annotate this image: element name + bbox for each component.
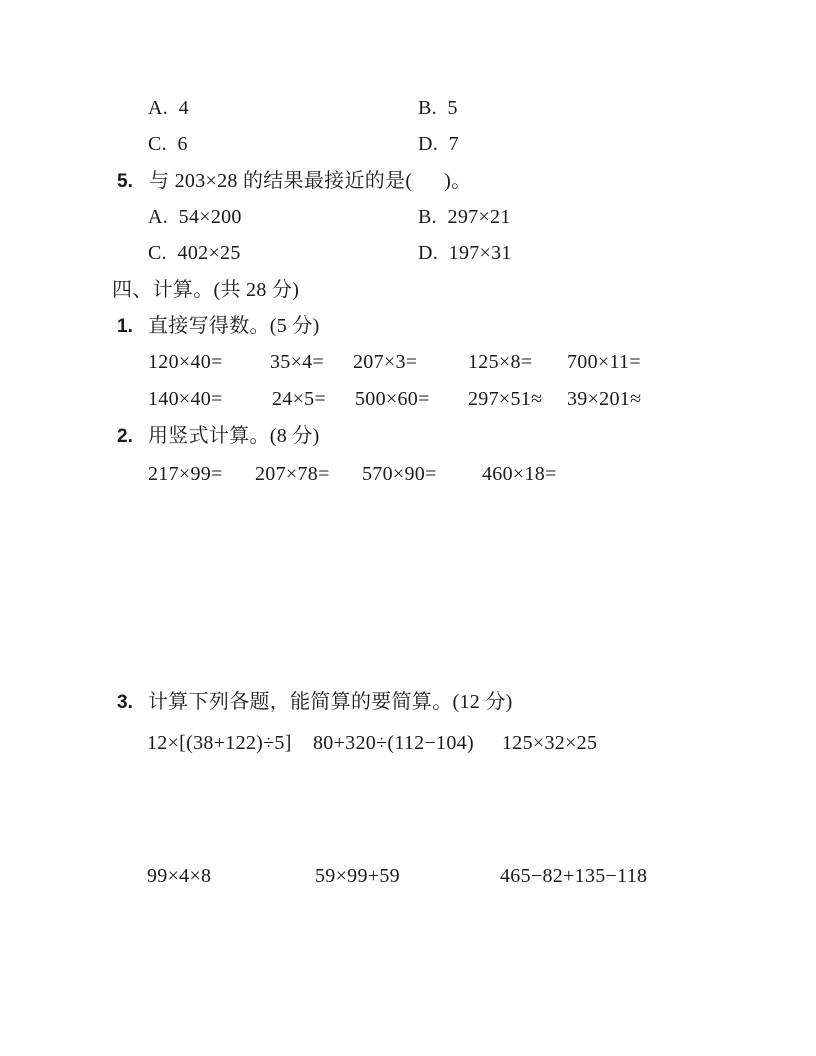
question-1-number: 1. [117,316,133,337]
question-2-number: 2. [117,426,133,447]
question-5-number: 5. [117,171,133,192]
question-5-option-c: C. 402×25 [148,242,241,264]
question-3-number: 3. [117,692,133,713]
option-c: C. 6 [148,133,188,155]
option-d: D. 7 [418,133,459,155]
question-5-option-a: A. 54×200 [148,206,242,228]
exercise-expression: 500×60= [355,388,430,410]
section-header: 四、计算。(共 28 分) [112,279,300,301]
exercise-expression: 120×40= [148,351,223,373]
question-5-option-d: D. 197×31 [418,242,512,264]
question-5-option-b: B. 297×21 [418,206,511,228]
exercise-expression: 99×4×8 [147,865,212,887]
question-5-stem: 与 203×28 的结果最接近的是( )。 [149,170,472,192]
exercise-expression: 24×5= [272,388,327,410]
exercise-expression: 700×11= [567,351,641,373]
exercise-expression: 125×8= [468,351,533,373]
exercise-expression: 465−82+135−118 [500,865,648,887]
exercise-expression: 217×99= [148,463,223,485]
exercise-expression: 460×18= [482,463,557,485]
exercise-expression: 297×51≈ [468,388,543,410]
exercise-expression: 570×90= [362,463,437,485]
exercise-expression: 125×32×25 [502,732,598,754]
exercise-expression: 80+320÷(112−104) [313,732,474,754]
option-a: A. 4 [148,97,189,119]
question-2-title: 用竖式计算。(8 分) [148,425,320,447]
question-1-title: 直接写得数。(5 分) [148,315,320,337]
exercise-expression: 12×[(38+122)÷5] [147,732,292,754]
exercise-expression: 140×40= [148,388,223,410]
exercise-expression: 207×3= [353,351,418,373]
question-3-title: 计算下列各题，能简算的要简算。(12 分) [148,691,513,713]
exercise-expression: 59×99+59 [315,865,400,887]
exercise-expression: 207×78= [255,463,330,485]
exercise-expression: 35×4= [270,351,325,373]
exercise-expression: 39×201≈ [567,388,642,410]
option-b: B. 5 [418,97,458,119]
